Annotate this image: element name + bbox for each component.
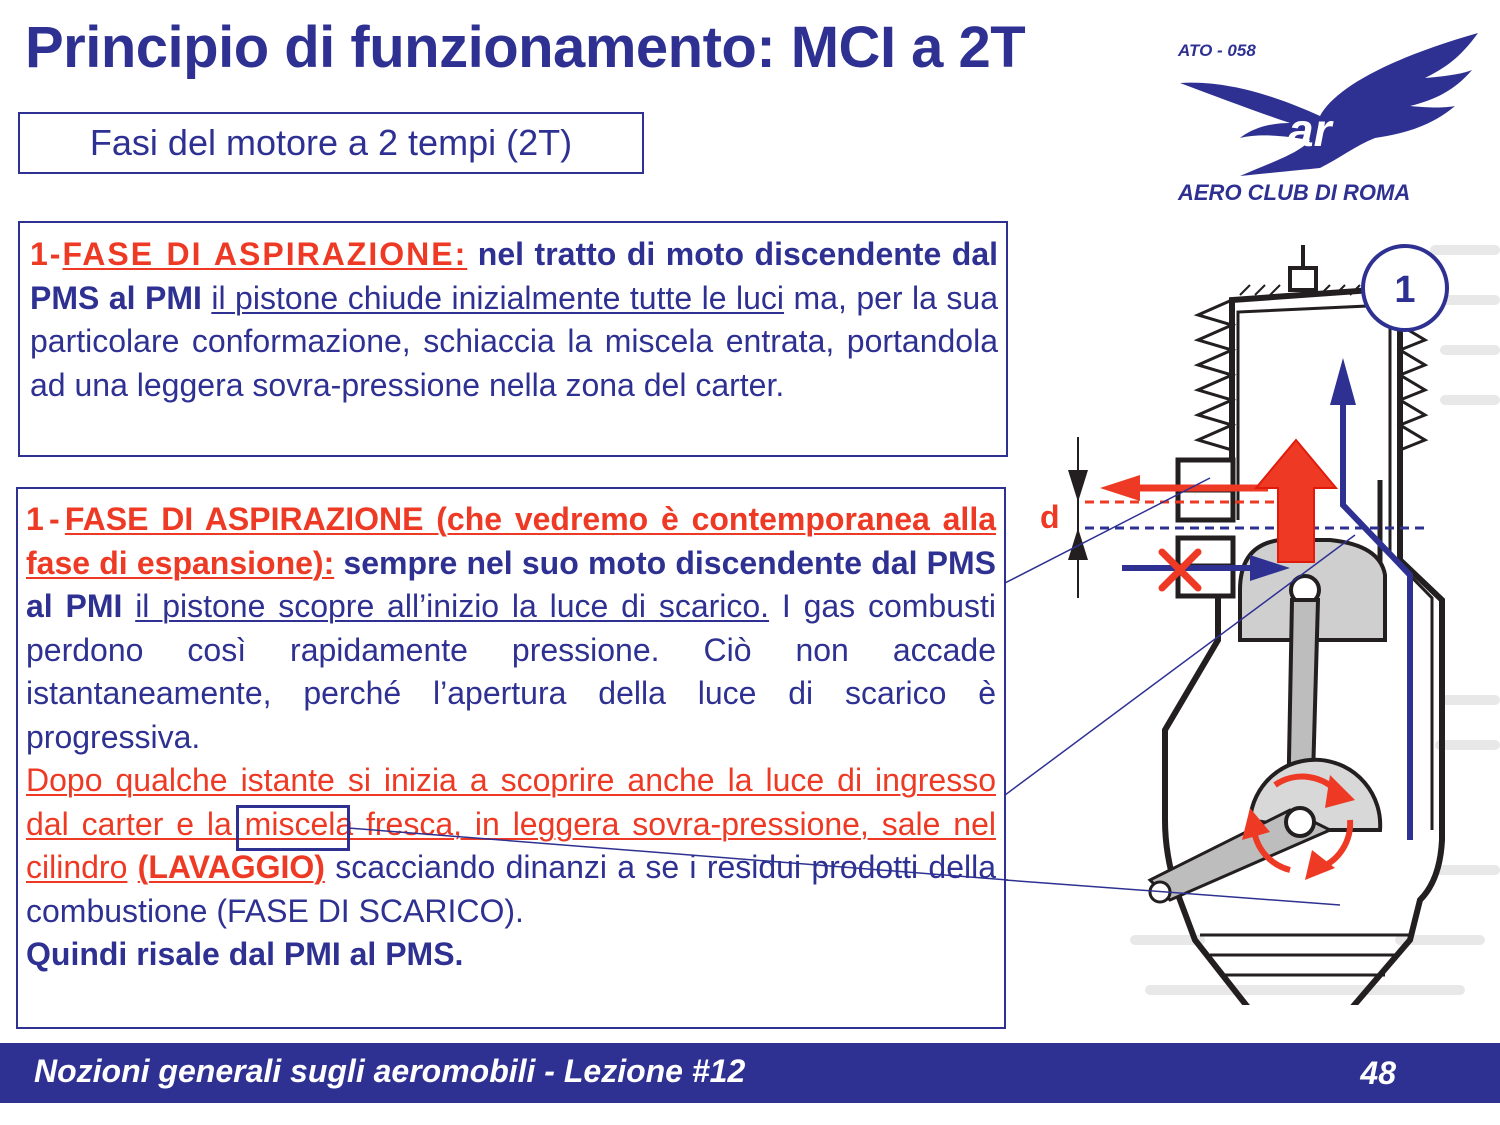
engine-diagram	[1005, 225, 1500, 1005]
crank-shaft	[1286, 808, 1314, 836]
return-stroke-text: Quindi risale dal PMI al PMS.	[26, 936, 464, 972]
scavenging-after-text: scacciando dinanzi a se i residui prodotti della combustione (FASE DI SCARICO).	[26, 849, 997, 929]
logo-code: ATO - 058	[1178, 41, 1256, 60]
phase-underlined-text: il pistone chiude inizialmente tutte le luci	[211, 279, 785, 316]
carter-highlight-box	[236, 805, 350, 851]
scavenging-red-text: Dopo qualche istante si inizia a scoprire anche la luce di ingresso dal carter e la miscela fresca, in leggera sovra-pressione, sale nel cilindro	[26, 762, 996, 885]
cooling-fins-left	[1198, 300, 1232, 450]
scavenging-label: (LAVAGGIO)	[137, 849, 325, 885]
aero-club-logo	[1160, 28, 1485, 208]
exhaust-flow-arrowhead	[1100, 475, 1140, 501]
carter-callout-line	[340, 820, 1010, 890]
footer-bar	[0, 1043, 1500, 1103]
page-title: Principio di funzionamento: MCI a 2T	[25, 15, 1026, 80]
phase-bold-text: sempre nel suo moto discendente dal PMS al PMI	[26, 544, 997, 624]
phase-body-text: ma, per la sua particolare conformazione, schiaccia la miscela entrata, portandola ad una leggera sovra-pressione nella zona del carter.	[30, 279, 999, 403]
crankcase-sump	[1200, 935, 1410, 975]
dimension-arrow-top	[1068, 470, 1088, 502]
transfer-flow-arrowhead	[1330, 358, 1356, 405]
course-title: Nozioni generali sugli aeromobili - Lezione #12	[34, 1053, 746, 1089]
phase-underlined-text: il pistone scopre all’inizio la luce di scarico.	[135, 588, 770, 624]
expansion-phase-paragraph	[26, 498, 996, 759]
intake-phase-box	[18, 221, 1008, 457]
spark-plug	[1290, 245, 1316, 290]
section-subtitle: Fasi del motore a 2 tempi (2T)	[18, 112, 644, 174]
intake-phase-paragraph	[30, 233, 998, 407]
logo-name: AERO CLUB DI ROMA	[1178, 180, 1411, 205]
phase-number: 1-	[26, 501, 65, 537]
page-number: 48	[1360, 1055, 1396, 1091]
phase-number: 1-	[30, 236, 63, 272]
phase-heading: FASE DI ASPIRAZIONE (che vedremo è contemporanea alla fase di espansione):	[26, 501, 996, 581]
dimension-label: d	[1040, 499, 1060, 535]
dimension-arrow-bottom	[1068, 528, 1088, 560]
logo-monogram: ar	[1288, 104, 1332, 156]
expansion-phase-box	[16, 487, 1006, 1029]
phase-body-text: I gas combusti perdono così rapidamente pressione. Ciò non accade istantaneamente, perché l’apertura della luce di scarico è progressiva.	[26, 588, 997, 755]
phase-heading: FASE DI ASPIRAZIONE:	[62, 236, 468, 272]
step-number: 1	[1394, 269, 1416, 311]
phase-bold-text: nel tratto di moto discendente dal PMS al PMI	[30, 236, 999, 316]
